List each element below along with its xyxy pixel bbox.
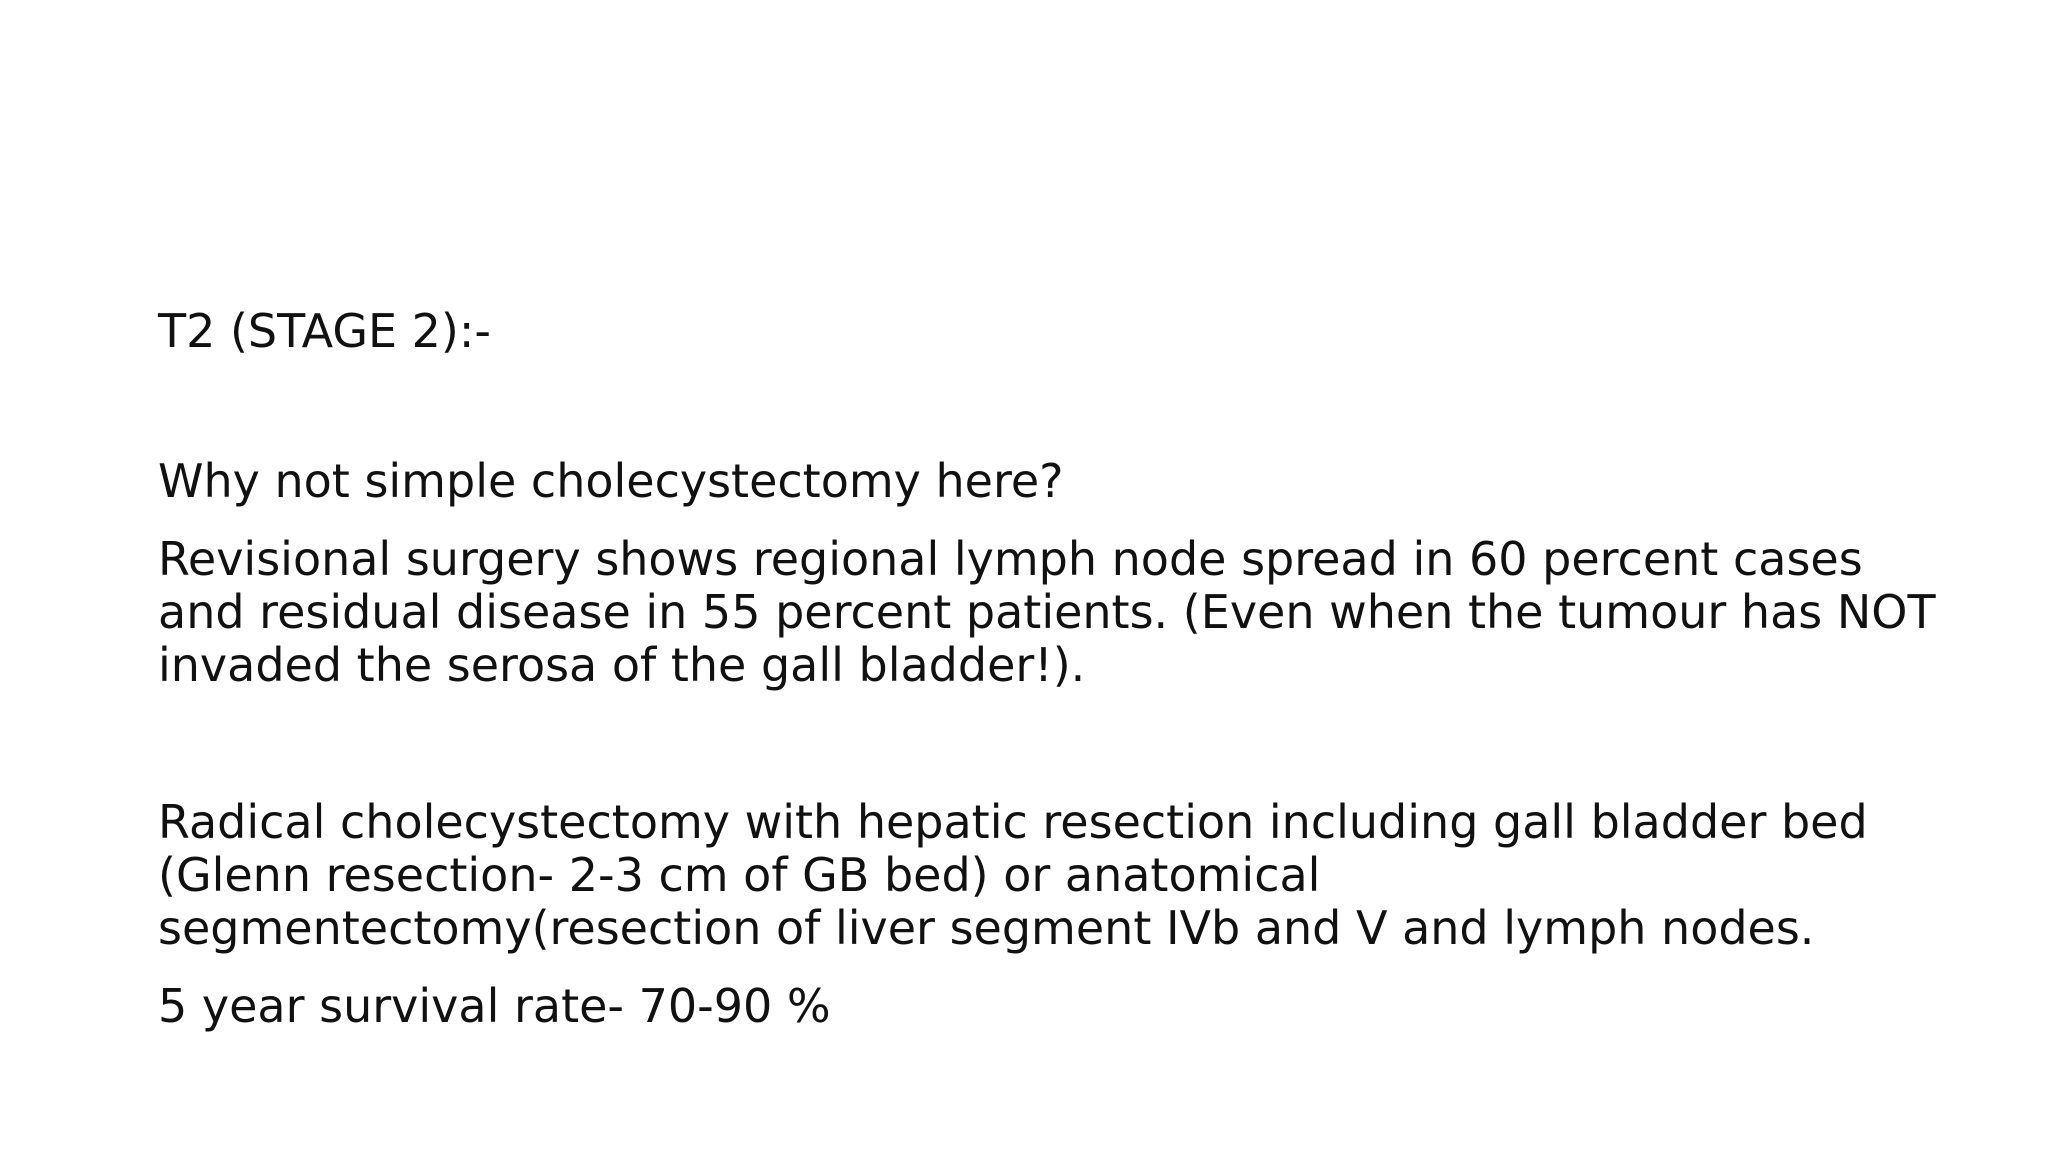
slide-body [158,305,1948,1033]
question-text: Why not simple cholecystectomy here? [158,454,1064,508]
revisional-paragraph [158,533,1948,692]
revisional-line: invaded the serosa of the gall bladder!). [158,638,1086,692]
radical-paragraph [158,796,1948,955]
revisional-line: and residual disease in 55 percent patients. (Even when the tumour has NOT [158,585,1936,639]
survival-rate-text: 5 year survival rate- 70-90 % [158,979,831,1033]
radical-line: (Glenn resection- 2-3 cm of GB bed) or anatomical [158,848,1321,902]
radical-line: segmentectomy(resection of liver segment IVb and V and lymph nodes. [158,901,1815,955]
stage-heading: T2 (STAGE 2):- [158,304,491,358]
radical-line: Radical cholecystectomy with hepatic resection including gall bladder bed [158,795,1868,849]
revisional-line: Revisional surgery shows regional lymph node spread in 60 percent cases [158,532,1863,586]
